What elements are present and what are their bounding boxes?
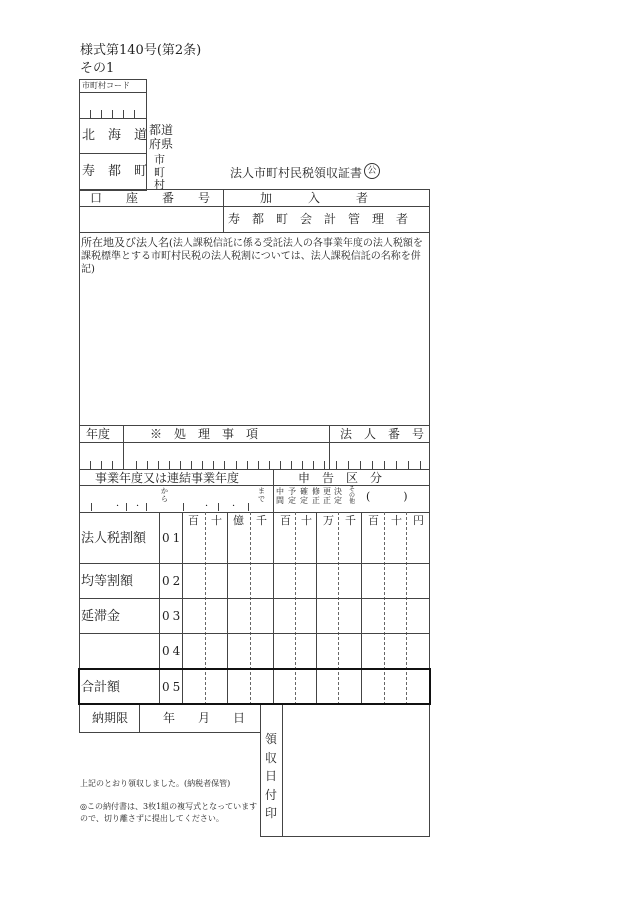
- unit-label: 百: [188, 514, 199, 527]
- unit-label: 億: [233, 514, 244, 527]
- declaration-final[interactable]: 確定: [300, 487, 308, 505]
- unit-label: 十: [391, 514, 402, 527]
- fiscal-year-label: 年度: [86, 427, 111, 441]
- total-row-box: [78, 668, 431, 705]
- corp-number-digit-tick: [202, 461, 203, 469]
- corp-number-digit-tick: [291, 461, 292, 469]
- row-label-total: 合計額: [81, 680, 121, 695]
- address-note: 所在地及び法人名(法人課税信託に係る受託法人の各事業年度の法人税額を課税標準とする市町村民税の法人税割については、法人課税信託の名称を併記): [81, 236, 423, 275]
- deadline-month: 月: [198, 711, 211, 725]
- unit-label: 十: [211, 514, 222, 527]
- corp-number-digit-tick: [420, 461, 421, 469]
- receipt-stamp-label: 領収日付印: [265, 732, 278, 821]
- to-label: まで: [258, 487, 265, 503]
- address-field[interactable]: [80, 290, 429, 424]
- business-year-label: 事業年度又は連結事業年度: [95, 471, 240, 485]
- corp-number-digit-tick: [408, 461, 409, 469]
- town-type: 市町村: [154, 153, 165, 192]
- corp-number-digit-tick: [169, 461, 170, 469]
- row-code-02: 02: [162, 574, 184, 588]
- document-title: 法人市町村民税領収証書: [230, 166, 363, 180]
- declaration-determined[interactable]: 決定: [334, 487, 342, 505]
- received-note: 上記のとおり領収しました。(納税者保管): [80, 779, 231, 788]
- form-number: 様式第140号(第2条): [80, 43, 202, 58]
- corp-number-digit-tick: [396, 461, 397, 469]
- prefecture-type: 都道府県: [149, 123, 174, 152]
- unit-label: 円: [413, 514, 424, 527]
- prefecture-name: 北 海 道: [82, 128, 148, 143]
- account-number-field[interactable]: [80, 207, 222, 231]
- corp-number-digit-tick: [336, 461, 337, 469]
- declaration-type-label: 申 告 区 分: [298, 471, 383, 485]
- corp-number-digit-tick: [372, 461, 373, 469]
- form-sub-number: その1: [80, 61, 115, 76]
- corp-number-digit-tick: [191, 461, 192, 469]
- unit-label: 百: [280, 514, 291, 527]
- copy-note: ◎この納付書は、3枚1組の複写式となっていますので、切り離さずに提出してください。: [80, 802, 258, 823]
- row-label-late-fee: 延滞金: [81, 609, 121, 624]
- row-code-03: 03: [162, 609, 184, 623]
- declaration-corrected[interactable]: 更正: [323, 487, 331, 505]
- unit-label: 千: [345, 514, 356, 527]
- corp-number-digit-tick: [213, 461, 214, 469]
- row-label-corporate-tax: 法人税割額: [81, 531, 147, 546]
- receipt-stamp-area: [284, 707, 428, 835]
- corp-number-digit-tick: [112, 461, 113, 469]
- corp-number-digit-tick: [236, 461, 237, 469]
- corp-number-digit-tick: [123, 461, 124, 469]
- row-code-01: 01: [162, 531, 184, 545]
- corp-number-digit-tick: [269, 461, 270, 469]
- address-label: 所在地及び法人名: [81, 236, 169, 249]
- corp-number-digit-tick: [101, 461, 102, 469]
- declaration-scheduled[interactable]: 予定: [288, 487, 296, 505]
- deadline-label: 納期限: [92, 711, 129, 725]
- corp-number-digit-tick: [224, 461, 225, 469]
- declaration-other[interactable]: その他: [349, 486, 356, 505]
- corp-number-digit-tick: [302, 461, 303, 469]
- corp-number-digit-tick: [313, 461, 314, 469]
- row-code-04: 04: [162, 644, 184, 658]
- corp-number-digit-tick: [324, 461, 325, 469]
- corp-number-digit-tick: [280, 461, 281, 469]
- town-name: 寿 都 町: [82, 164, 148, 179]
- unit-label: 万: [323, 514, 334, 527]
- official-seal-icon: 公: [364, 163, 380, 179]
- municipality-code-label: 市町村コード: [82, 81, 130, 90]
- account-number-label: 口 座 番 号: [90, 191, 211, 205]
- corp-number-digit-tick: [180, 461, 181, 469]
- row-code-05: 05: [162, 680, 184, 694]
- corp-number-digit-tick: [147, 461, 148, 469]
- subscriber-label: 加 入 者: [260, 191, 369, 205]
- processing-items-label: ※ 処 理 事 項: [150, 427, 259, 441]
- from-label: から: [161, 487, 168, 503]
- unit-label: 千: [256, 514, 267, 527]
- subscriber-name: 寿 都 町 会 計 管 理 者: [228, 212, 409, 226]
- declaration-other-paren: ( ): [366, 490, 408, 503]
- corp-number-digit-tick: [258, 461, 259, 469]
- corp-number-digit-tick: [384, 461, 385, 469]
- corp-number-digit-tick: [136, 461, 137, 469]
- declaration-amended[interactable]: 修正: [312, 487, 320, 505]
- declaration-interim[interactable]: 中間: [276, 487, 284, 505]
- corp-number-digit-tick: [247, 461, 248, 469]
- unit-label: 百: [368, 514, 379, 527]
- corp-number-digit-tick: [360, 461, 361, 469]
- row-label-per-capita: 均等割額: [81, 574, 134, 589]
- unit-label: 十: [301, 514, 312, 527]
- deadline-year: 年: [163, 711, 176, 725]
- deadline-day: 日: [233, 711, 246, 725]
- corp-number-digit-tick: [158, 461, 159, 469]
- corporate-number-label: 法 人 番 号: [340, 427, 425, 441]
- corp-number-digit-tick: [90, 461, 91, 469]
- corp-number-digit-tick: [348, 461, 349, 469]
